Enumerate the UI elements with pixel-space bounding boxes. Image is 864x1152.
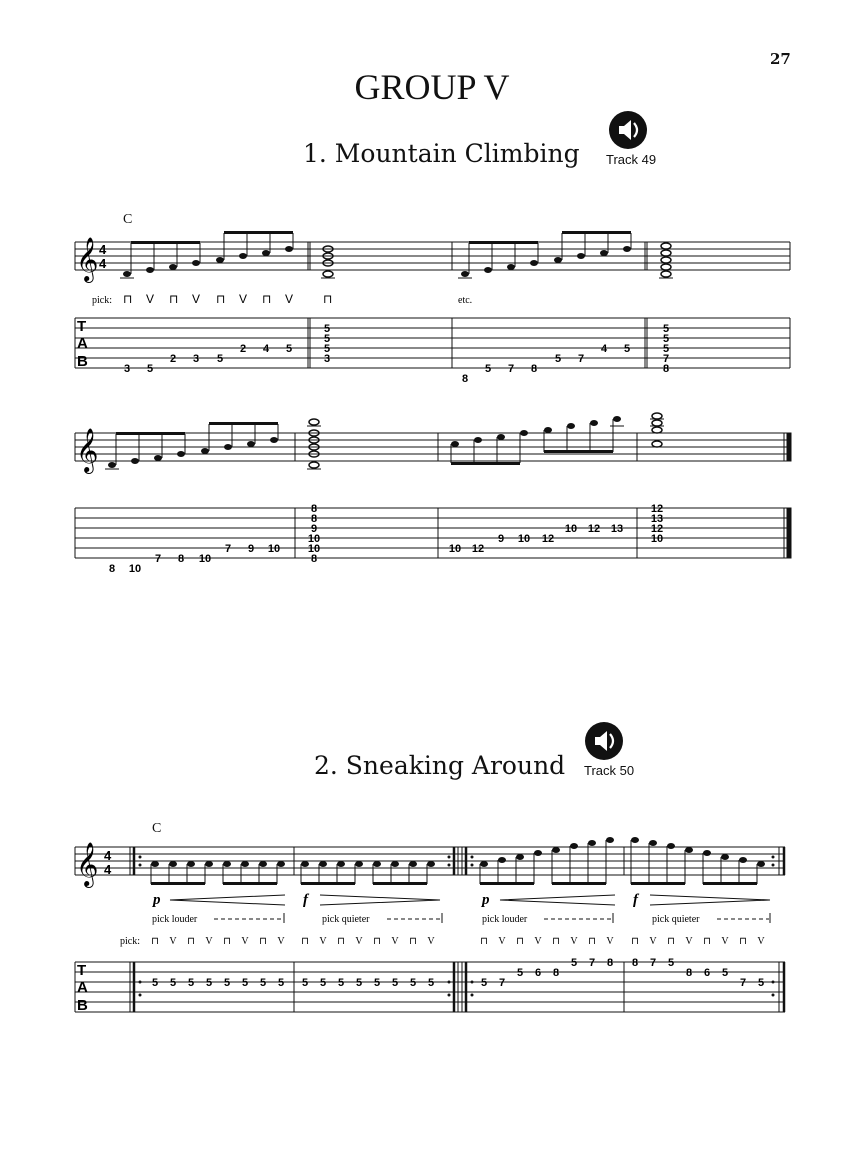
note-head <box>241 861 249 867</box>
pick-stroke: V <box>205 936 213 947</box>
dynamic-text: pick quieter <box>322 914 370 925</box>
time-sig-bottom: 4 <box>104 862 112 877</box>
note-head <box>319 861 327 867</box>
tab-fret-number: 5 <box>337 977 345 989</box>
pick-stroke: V <box>169 936 177 947</box>
tab-fret-number: 5 <box>757 977 765 989</box>
note-head <box>427 861 435 867</box>
tab-letter-a: A <box>77 979 88 996</box>
tab-fret-number: 12 <box>650 503 664 515</box>
tab-fret-number: 5 <box>570 957 578 969</box>
page-number: 27 <box>770 50 791 68</box>
tab-fret-number: 5 <box>259 977 267 989</box>
dynamic-f: f <box>633 892 638 908</box>
dynamic-f: f <box>303 892 308 908</box>
tab-fret-number: 10 <box>650 533 664 545</box>
tab-fret-number: 5 <box>662 343 670 355</box>
tab-fret-number: 5 <box>662 333 670 345</box>
note-head <box>169 861 177 867</box>
beam <box>301 882 355 885</box>
pick-stroke: V <box>649 936 657 947</box>
tab-fret-number: 5 <box>484 363 492 375</box>
note-head <box>277 861 285 867</box>
pick-7: V <box>285 292 294 306</box>
tab-fret-number: 5 <box>554 353 562 365</box>
pick-stroke: ⊓ <box>373 936 381 947</box>
tab-fret-number: 4 <box>262 343 270 355</box>
pick-5: V <box>239 292 248 306</box>
tab-fret-number: 9 <box>247 543 255 555</box>
tab-fret-number: 10 <box>307 543 321 555</box>
tab-fret-number: 5 <box>623 343 631 355</box>
pick-label: pick: <box>92 295 112 306</box>
tab-fret-number: 5 <box>241 977 249 989</box>
tab-fret-number: 6 <box>703 967 711 979</box>
tab-fret-number: 5 <box>323 333 331 345</box>
tab-fret-number: 5 <box>427 977 435 989</box>
tab-fret-number: 5 <box>721 967 729 979</box>
dynamic-text: pick quieter <box>652 914 700 925</box>
tab-fret-number: 6 <box>534 967 542 979</box>
note-head <box>757 861 765 867</box>
beam <box>552 882 606 885</box>
tab-fret-number: 3 <box>192 353 200 365</box>
beam <box>480 882 534 885</box>
treble-clef-icon: 𝄞 <box>76 239 99 281</box>
tab-fret-number: 5 <box>373 977 381 989</box>
dynamic-p: p <box>482 892 490 908</box>
pick-2: ⊓ <box>169 292 179 306</box>
note-head <box>703 850 711 856</box>
pick-stroke: V <box>534 936 542 947</box>
pick-stroke: V <box>721 936 729 947</box>
pick-stroke: V <box>757 936 765 947</box>
tab-fret-number: 8 <box>108 563 116 575</box>
dynamic-text: pick louder <box>152 914 198 925</box>
pick-stroke: ⊓ <box>337 936 345 947</box>
exercise-2-title: 2. Sneaking Around <box>314 751 566 780</box>
tab-fret-number: 7 <box>577 353 585 365</box>
tab-fret-number: 7 <box>739 977 747 989</box>
pick-stroke: ⊓ <box>631 936 639 947</box>
note-head <box>223 861 231 867</box>
beam <box>631 882 685 885</box>
pick-stroke: ⊓ <box>480 936 488 947</box>
chord-symbol: C <box>152 821 162 836</box>
tab-fret-number: 5 <box>151 977 159 989</box>
tab-fret-number: 3 <box>123 363 131 375</box>
tab-fret-number: 2 <box>169 353 177 365</box>
tab-fret-number: 7 <box>224 543 232 555</box>
note-head <box>373 861 381 867</box>
note-head <box>480 861 488 867</box>
tab-fret-number: 8 <box>662 363 670 375</box>
tab-fret-number: 8 <box>552 967 560 979</box>
pick-stroke: V <box>355 936 363 947</box>
note-head <box>301 861 309 867</box>
tab-fret-number: 5 <box>205 977 213 989</box>
tab-fret-number: 7 <box>154 553 162 565</box>
pick-stroke: ⊓ <box>259 936 267 947</box>
tab-letter-b: B <box>77 997 88 1014</box>
note-head <box>409 861 417 867</box>
dynamic-p: p <box>153 892 161 908</box>
tab-fret-number: 12 <box>541 533 555 545</box>
tab-letter-a: A <box>77 335 88 352</box>
tab-fret-number: 10 <box>517 533 531 545</box>
note-head <box>588 840 596 846</box>
note-head <box>355 861 363 867</box>
tab-fret-number: 8 <box>310 513 318 525</box>
beam <box>703 882 757 885</box>
tab-fret-number: 10 <box>448 543 462 555</box>
dynamic-text: pick louder <box>482 914 528 925</box>
chord-symbol: C <box>123 212 133 227</box>
note-head <box>534 850 542 856</box>
group-title: GROUP V <box>354 67 510 107</box>
pick-label: pick: <box>120 936 140 947</box>
pick-row-exercise-2 <box>151 936 765 947</box>
note-head <box>721 854 729 860</box>
tab-fret-number: 7 <box>649 957 657 969</box>
tab-fret-number: 5 <box>323 343 331 355</box>
tab-letter-t: T <box>77 962 87 979</box>
tab-fret-number: 3 <box>323 353 331 365</box>
pick-6: ⊓ <box>262 292 272 306</box>
beam <box>223 882 277 885</box>
tab-fret-number: 10 <box>267 543 281 555</box>
tab-fret-number: 5 <box>355 977 363 989</box>
tab-fret-number: 8 <box>685 967 693 979</box>
pick-stroke: ⊓ <box>739 936 747 947</box>
note-head <box>739 857 747 863</box>
note-head <box>259 861 267 867</box>
tab-fret-number: 4 <box>600 343 608 355</box>
tab-fret-number: 12 <box>471 543 485 555</box>
tab-fret-number: 5 <box>187 977 195 989</box>
note-head <box>606 837 614 843</box>
pick-stroke: ⊓ <box>516 936 524 947</box>
tab-fret-number: 5 <box>301 977 309 989</box>
note-head <box>151 861 159 867</box>
note-head <box>552 847 560 853</box>
pick-stroke: ⊓ <box>588 936 596 947</box>
beam <box>151 882 205 885</box>
time-sig-bottom: 4 <box>99 256 107 271</box>
tab-fret-number: 5 <box>323 323 331 335</box>
tab-fret-number: 8 <box>606 957 614 969</box>
tab-fret-number: 5 <box>223 977 231 989</box>
pick-stroke: V <box>685 936 693 947</box>
tab-fret-number: 5 <box>516 967 524 979</box>
pick-stroke: ⊓ <box>187 936 195 947</box>
tab-fret-number: 5 <box>662 323 670 335</box>
tab-fret-number: 5 <box>277 977 285 989</box>
note-head <box>187 861 195 867</box>
tab-fret-number: 5 <box>391 977 399 989</box>
etc-label: etc. <box>458 295 473 306</box>
tab-fret-number: 5 <box>146 363 154 375</box>
exercise-1-title: 1. Mountain Climbing <box>303 139 580 168</box>
pick-stroke: V <box>241 936 249 947</box>
pick-stroke: V <box>277 936 285 947</box>
note-head <box>570 843 578 849</box>
tab-fret-number: 5 <box>667 957 675 969</box>
tab-fret-number: 7 <box>662 353 670 365</box>
note-head <box>649 840 657 846</box>
note-head <box>631 837 639 843</box>
pick-stroke: V <box>319 936 327 947</box>
pick-stroke: V <box>606 936 614 947</box>
pick-4: ⊓ <box>216 292 226 306</box>
note-head <box>685 847 693 853</box>
tab-fret-number: 5 <box>216 353 224 365</box>
tab-fret-number: 10 <box>198 553 212 565</box>
time-sig-top: 4 <box>104 848 112 863</box>
treble-clef-icon: 𝄞 <box>76 844 99 886</box>
track-label: Track 49 <box>606 152 657 167</box>
tab-fret-number: 13 <box>610 523 624 535</box>
pick-stroke: V <box>570 936 578 947</box>
pick-stroke: V <box>498 936 506 947</box>
tab-fret-number: 5 <box>480 977 488 989</box>
tab-fret-number: 7 <box>498 977 506 989</box>
pick-stroke: ⊓ <box>301 936 309 947</box>
pick-8: ⊓ <box>323 292 333 306</box>
tab-letter-t: T <box>77 318 87 335</box>
tab-fret-number: 5 <box>409 977 417 989</box>
treble-clef-icon: 𝄞 <box>76 430 99 472</box>
beam <box>373 882 427 885</box>
tab-fret-number: 10 <box>564 523 578 535</box>
pick-stroke: V <box>391 936 399 947</box>
tab-fret-number: 10 <box>128 563 142 575</box>
time-sig-top: 4 <box>99 242 107 257</box>
pick-stroke: ⊓ <box>667 936 675 947</box>
pick-stroke: ⊓ <box>552 936 560 947</box>
tab-fret-number: 5 <box>169 977 177 989</box>
tab-fret-number: 9 <box>497 533 505 545</box>
track-label: Track 50 <box>584 763 635 778</box>
note-head <box>516 854 524 860</box>
note-head <box>205 861 213 867</box>
tab-fret-number: 8 <box>631 957 639 969</box>
tab-fret-number: 5 <box>285 343 293 355</box>
note-head <box>337 861 345 867</box>
tab-fret-number: 8 <box>461 373 469 385</box>
tab-fret-number: 8 <box>530 363 538 375</box>
tab-fret-number: 7 <box>588 957 596 969</box>
pick-0: ⊓ <box>123 292 133 306</box>
tab-fret-number: 12 <box>650 523 664 535</box>
tab-fret-number: 12 <box>587 523 601 535</box>
tab-letter-b: B <box>77 353 88 370</box>
note-head <box>391 861 399 867</box>
tab-fret-number: 13 <box>650 513 664 525</box>
tab-fret-number: 9 <box>310 523 318 535</box>
tab-fret-number: 10 <box>307 533 321 545</box>
pick-stroke: ⊓ <box>703 936 711 947</box>
pick-stroke: ⊓ <box>151 936 159 947</box>
tab-fret-number: 8 <box>310 503 318 515</box>
tab-fret-number: 2 <box>239 343 247 355</box>
pick-3: V <box>192 292 201 306</box>
pick-stroke: ⊓ <box>409 936 417 947</box>
pick-1: V <box>146 292 155 306</box>
pick-stroke: V <box>427 936 435 947</box>
pick-stroke: ⊓ <box>223 936 231 947</box>
tab-fret-number: 7 <box>507 363 515 375</box>
tab-fret-number: 8 <box>177 553 185 565</box>
note-head <box>498 857 506 863</box>
tab-fret-number: 8 <box>310 553 318 565</box>
tab-fret-number: 5 <box>319 977 327 989</box>
note-head <box>667 843 675 849</box>
